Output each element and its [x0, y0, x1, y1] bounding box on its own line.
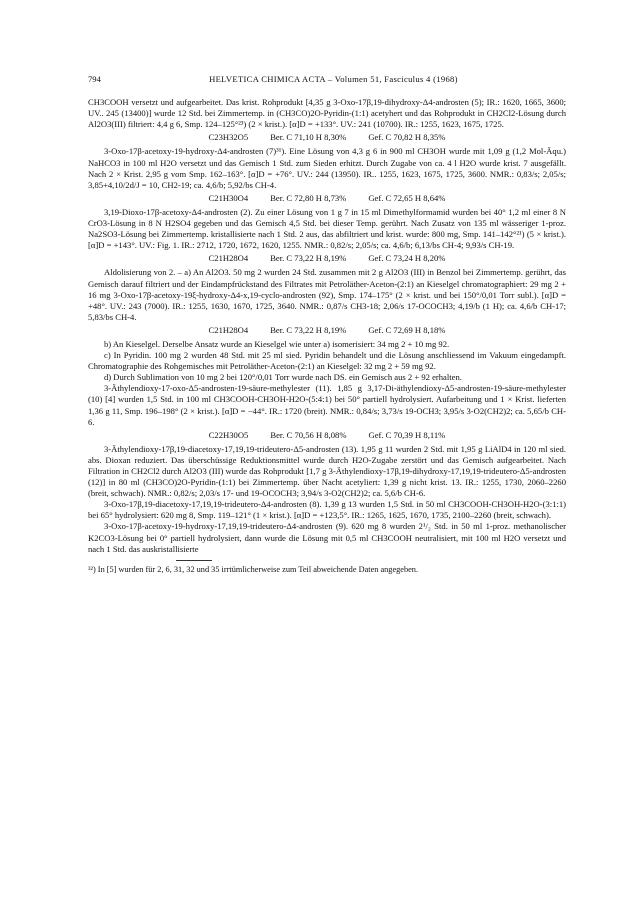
- analysis-values: Ber. C 71,10 H 8,30%: [270, 132, 347, 143]
- analysis-values: Ber. C 73,22 H 8,19%: [270, 324, 347, 335]
- elemental-analysis: [88, 253, 566, 264]
- paragraph: 3-Äthylendioxy-17β,19-diacetoxy-17,19,19-trideutero-Δ5-androsten (13). 1,95 g 11 wurden 2 Std. mit 1,95 g LiAlD4 in 120 ml sied. abs. Dioxan reduziert. Das überschüssige Reduktionsmittel wurde durch H2O-Zugabe zerstört und das Gemisch aufgearbeitet. Nach Filtration in CH2Cl2 durch Al2O3 (III) wurde das Rohprodukt [1,7 g 3-Äthylendioxy-17β,19-dihydroxy-17,19,19-trideutero-Δ5-androsten (12)] in 80 ml (CH3CO)2O-Pyridin-(1:1) bei Zimmertemp. über Nacht acetyliert: 1,39 g nicht krist. 13. IR.: 1255, 1730, 2060–2260 (breit, schwach). NMR.: 0,82/s; 2,03/s 17- und 19-OCOCH3; 3,94/s 3-O2(CH2)2; ca. 5,6/b CH-6.: [88, 443, 566, 499]
- molecular-formula: C23H32O5: [208, 132, 249, 143]
- analysis-values: Gef. C 70,82 H 8,35%: [368, 132, 446, 143]
- journal-title: HELVETICA CHIMICA ACTA – Volumen 51, Fasciculus 4 (1968): [209, 74, 458, 84]
- molecular-formula: C21H30O4: [208, 192, 249, 203]
- elemental-analysis: [88, 430, 566, 441]
- paragraph: b) An Kieselgel. Derselbe Ansatz wurde an Kieselgel wie unter a) isomerisiert: 34 mg 2 + 10 mg 92.: [104, 338, 450, 349]
- molecular-formula: C22H30O5: [208, 429, 249, 440]
- elemental-analysis: [88, 193, 566, 204]
- molecular-formula: C21H28O4: [208, 253, 249, 264]
- analysis-values: Ber. C 72,80 H 8,73%: [270, 192, 347, 203]
- analysis-values: Gef. C 72,65 H 8,64%: [368, 192, 446, 203]
- page-number: 794: [88, 74, 101, 84]
- analysis-values: Gef. C 70,39 H 8,11%: [368, 429, 446, 440]
- elemental-analysis: [88, 132, 566, 143]
- paragraph: c) In Pyridin. 100 mg 2 wurden 48 Std. mit 25 ml sied. Pyridin behandelt und die Lösung anschliessend im Vakuum eingedampft. Chromatographie des Rohgemisches mit Petroläther-Aceton-(2:1) an Kieselgel: 32 mg 2 + 59 mg 92.: [88, 350, 566, 372]
- paragraph: Aldolisierung von 2. – a) An Al2O3. 50 mg 2 wurden 24 Std. zusammen mit 2 g Al2O3 (III) in Benzol bei Zimmertemp. gerührt, das Gemisch darauf filtriert und der Eindampfrückstand des Filtrates mit Petroläther-Aceton-(2:1) an Kieselgel chromatographiert: 29 mg 2 + 16 mg 3-Oxo-17β-acetoxy-19ξ-hydroxy-Δ4-x,19-cyclo-androsten (92), Smp. 174–175° (2 × krist. und bei 150°/0,01 Torr subl.). [α]D = +48°. UV.: 243 (7000). IR.: 1255, 1630, 1670, 1725, 3640. NMR.: 0,87/s CH3-18; 2,06/s 17-OCOCH3; 4,19/b (1 H); ca. 4,6/b CH-17; 5,83/bs CH-4.: [88, 267, 566, 322]
- analysis-values: Gef. C 72,69 H 8,18%: [368, 324, 446, 335]
- analysis-values: Ber. C 73,22 H 8,19%: [270, 253, 347, 264]
- paragraph: 3-Oxo-17β-acetoxy-19-hydroxy-Δ4-androsten (7)³¹). Eine Lösung von 4,3 g 6 in 900 ml CH3OH wurde mit 1,09 g (1,2 Mol-Äqu.) NaHCO3 in 100 ml H2O versetzt und das Gemisch 1 Std. zum Sieden erhitzt. Durch Zugabe von ca. 4 l H2O wurde krist. 7 ausgefällt. Nach 2 × Krist. 2,95 g vom Smp. 162–163°. [α]D = +76°. UV.: 244 (13950). IR.. 1255, 1623, 1675, 1725, 3600. NMR.: 0,83/s; 2,05/s; 3,85+4,10/2d/J = 10, CH2-19; ca. 4,6/b; 5,92/bs CH-4.: [88, 146, 566, 190]
- paragraph: 3-Oxo-17β-acetoxy-19-hydroxy-17,19,19-trideutero-Δ4-androsten (9). 620 mg 8 wurden 2¹/₂ Std. in 50 ml 1-proz. methanolischer K2CO3-Lösung bei 0° partiell hydrolysiert, dann wurde die Lösung mit 0,5 ml CH3COOH neutralisiert, mit 100 ml H2O versetzt und nach 1 Std. das auskristallisierte: [88, 521, 566, 554]
- molecular-formula: C21H28O4: [208, 324, 249, 335]
- elemental-analysis: [88, 325, 566, 336]
- footnote-divider: [176, 560, 212, 561]
- paragraph: 3-Oxo-17β,19-diacetoxy-17,19,19-trideutero-Δ4-androsten (8). 1,39 g 13 wurden 1,5 Std. in 50 ml CH3COOH-CH3OH-H2O-(3:1:1) bei 65° hydrolysiert: 620 mg 8, Smp. 119–121° (1 × krist.). [α]D = +123,5°. IR.: 1265, 1625, 1670, 1735, 2100–2260 (breit, schwach).: [88, 499, 566, 521]
- running-header: [88, 74, 566, 85]
- paragraph: 3-Äthylendioxy-17-oxo-Δ5-androsten-19-säure-methylester (11). 1,85 g 3,17-Di-äthylendioxy-Δ5-androsten-19-säure-methylester (10) [4] wurden 1,5 Std. in 100 ml CH3COOH-CH3OH-H2O-(5:4:1) bei 50° partiell hydrolysiert. Aufarbeitung und 1 × Krist. lieferten 1,36 g 11, Smp. 196–198° (2 × krist.). [α]D = −44°. IR.: 1720 (breit). NMR.: 0,84/s; 3,73/s 19-OCH3; 3,95/s 3-O2(CH2)2; ca. 5,65/b CH-6.: [88, 383, 566, 427]
- analysis-values: Gef. C 73,24 H 8,20%: [368, 253, 446, 264]
- paragraph: 3,19-Dioxo-17β-acetoxy-Δ4-androsten (2). Zu einer Lösung von 1 g 7 in 15 ml Dimethylformamid wurden bei 40° 1,2 ml einer 8 N CrO3-Lösung in 8 N H2SO4 gegeben und das Gemisch 4,5 Std. bei dieser Temp. gerührt. Nach Zusatz von 135 ml wässeriger 1-proz. Na2SO3-Lösung bei Zimmertemp. kristallisierte nach 1 Std. 2 aus, das abfiltriert und krist. wurde: 800 mg, Smp. 141–142°²¹) (5 × krist.). [α]D = +143°. UV.: Fig. 1. IR.: 2712, 1720, 1672, 1620, 1255. NMR.: 0,82/s; 2,05/s; ca. 4,6/b; 6,13/bs CH-4; 9,93/s CH-19.: [88, 206, 566, 251]
- footnote: ³²) In [5] wurden für 2, 6, 31, 32 und 35 irrtümlicherweise zum Teil abweichende Daten angegeben.: [88, 564, 419, 574]
- analysis-values: Ber. C 70,56 H 8,08%: [270, 429, 347, 440]
- paragraph: d) Durch Sublimation von 10 mg 2 bei 120°/0,01 Torr wurde nach DS. ein Gemisch aus 2 + 92 erhalten.: [104, 372, 462, 383]
- article-body: [88, 97, 566, 555]
- paragraph: CH3COOH versetzt und aufgearbeitet. Das krist. Rohprodukt [4,35 g 3-Oxo-17β,19-dihydroxy-Δ4-androsten (5); IR.: 1620, 1665, 3600; UV.. 245 (13400)] wurde 12 Std. bei Zimmertemp. in (CH3CO)2O-Pyridin-(1:1) acetyhert und das Rohprodukt in CH2Cl2-Lösung durch Al2O3(III) filtriert: 4,4 g 6, Smp. 124–125°²³) (2 × krist.). [α]D = +133°. UV.: 241 (10700). IR.: 1255, 1623, 1675, 1725.: [88, 97, 566, 130]
